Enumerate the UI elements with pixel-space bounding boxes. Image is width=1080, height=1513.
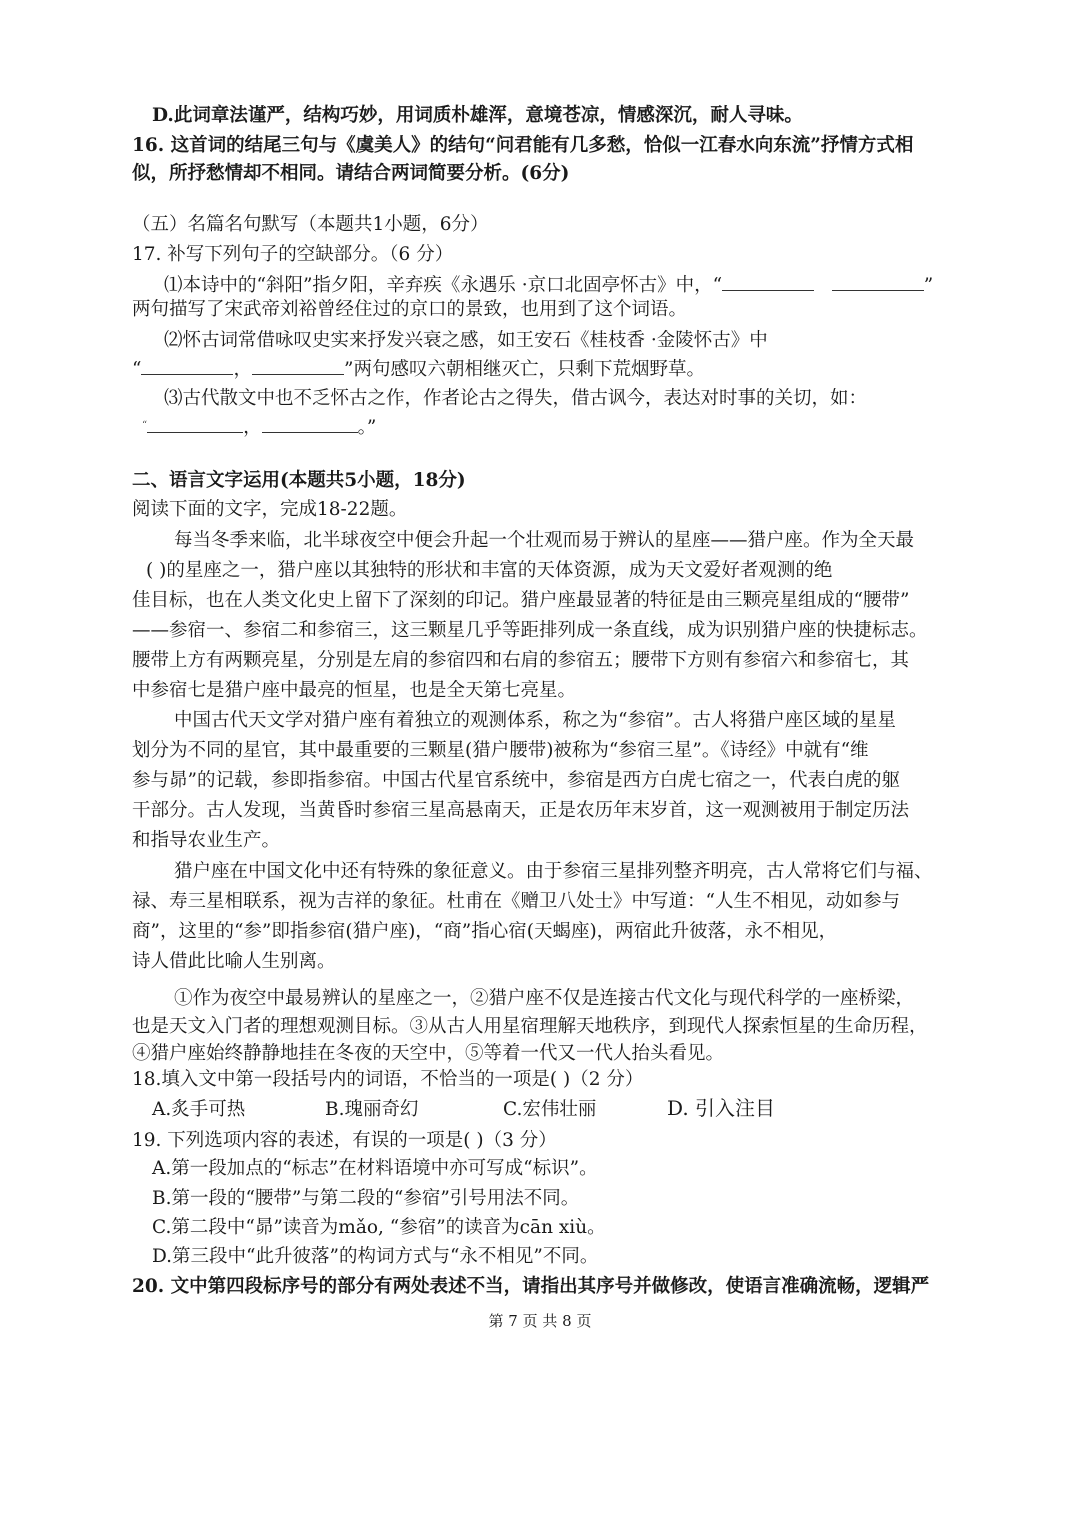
q19-option-b[interactable]: B.第一段的“腰带”与第二段的“参宿”引号用法不同。 — [152, 1188, 580, 1209]
passage-p4-line3: ④猎户座始终静静地挂在冬夜的天空中，⑤等着一代又一代人抬头看见。 — [132, 1043, 725, 1064]
section5-title: （五）名篇名句默写（本题共1小题，6分） — [132, 214, 489, 235]
passage-p4-line1: ①作为夜空中最易辨认的星座之一，②猎户座不仅是连接古代文化与现代科学的一座桥梁， — [174, 988, 915, 1009]
comma: ， — [233, 359, 252, 380]
q19-stem: 19. 下列选项内容的表述，有误的一项是( )（3 分） — [132, 1130, 557, 1151]
fill-blank[interactable] — [252, 354, 344, 375]
q19-option-c[interactable]: C.第二段中“昴”读音为mǎo, “参宿”的读音为cān xiù。 — [152, 1217, 606, 1238]
passage-p1-line1: 每当冬季来临，北半球夜空中便会升起一个壮观而易于辨认的星座——猎户座。作为全天最 — [174, 530, 915, 551]
q19-option-a[interactable]: A.第一段加点的“标志”在材料语境中亦可写成“标识”。 — [152, 1158, 598, 1179]
passage-p2-line4: 干部分。古人发现，当黄昏时参宿三星高悬南天，正是农历年末岁首，这一观测被用于制定历法 — [132, 800, 910, 821]
q18-stem: 18.填入文中第一段括号内的词语，不恰当的一项是( )（2 分） — [132, 1069, 644, 1090]
passage-p4-line2: 也是天文入门者的理想观测目标。③从古人用星宿理解天地秩序，到现代人探索恒星的生命历程， — [132, 1016, 928, 1037]
q17-s2-line1: ⑵怀古词常借咏叹史实来抒发兴衰之感，如王安石《桂枝香 ·金陵怀古》中 — [164, 330, 768, 351]
passage-p1-line4: ——参宿一、参宿二和参宿三，这三颗星几乎等距排列成一条直线，成为识别猎户座的快捷标志。 — [132, 620, 928, 641]
passage-p1-line3: 佳目标，也在人类文化史上留下了深刻的印记。猎户座最显著的特征是由三颗亮星组成的“腰带” — [132, 590, 910, 611]
fill-blank[interactable] — [262, 412, 358, 433]
fill-blank[interactable] — [722, 270, 814, 291]
section2-title: 二、语言文字运用(本题共5小题，18分) — [132, 470, 466, 491]
q17-s3-line1: ⑶古代散文中也不乏怀古之作，作者论古之得失，借古讽今，表达对时事的关切，如： — [164, 388, 868, 409]
passage-p2-line3: 参与昴”的记载，参即指参宿。中国古代星官系统中，参宿是西方白虎七宿之一，代表白虎的躯 — [132, 770, 900, 791]
q18-option-c[interactable]: C.宏伟壮丽 — [503, 1099, 597, 1120]
open-quote: “ — [142, 420, 148, 431]
passage-p1-line6: 中参宿七是猎户座中最亮的恒星，也是全天第七亮星。 — [132, 680, 577, 701]
passage-p2-line1: 中国古代天文学对猎户座有着独立的观测体系，称之为“参宿”。古人将猎户座区域的星星 — [174, 710, 896, 731]
passage-p2-line2: 划分为不同的星官，其中最重要的三颗星(猎户腰带)被称为“参宿三星”。《诗经》中就有“维 — [132, 740, 869, 761]
q16-stem-line1: 16. 这首词的结尾三句与《虞美人》的结句“问君能有几多愁，恰似一江春水向东流”抒情方式相 — [132, 135, 914, 156]
passage-p3-line4: 诗人借此比喻人生别离。 — [132, 951, 336, 972]
q16-stem-line2: 似，所抒愁情却不相同。请结合两词简要分析。(6分) — [132, 163, 570, 184]
passage-p1-line2: ( )的星座之一，猎户座以其独特的形状和丰富的天体资源，成为天文爱好者观测的绝 — [146, 560, 833, 581]
q18-option-a[interactable]: A.炙手可热 — [152, 1099, 246, 1120]
fill-blank[interactable] — [147, 412, 243, 433]
end-quote: 。” — [357, 417, 377, 438]
passage-p2-line5: 和指导农业生产。 — [132, 830, 281, 851]
comma: ， — [243, 417, 262, 438]
q17-s1-line2: 两句描写了宋武帝刘裕曾经住过的京口的景致，也用到了这个词语。 — [132, 299, 688, 320]
passage-p1-line5: 腰带上方有两颗亮星，分别是左肩的参宿四和右肩的参宿五；腰带下方则有参宿六和参宿七，其 — [132, 650, 910, 671]
q18-option-d[interactable]: D. 引入注目 — [667, 1096, 776, 1120]
q17-s1-close-quote: ” — [923, 275, 934, 296]
fill-blank[interactable] — [832, 270, 924, 291]
q17-s3-line2 — [142, 412, 376, 442]
q18-option-b[interactable]: B.瑰丽奇幻 — [325, 1099, 419, 1120]
section2-intro: 阅读下面的文字，完成18-22题。 — [132, 499, 408, 520]
q17-s1-text: ⑴本诗中的“斜阳”指夕阳，辛弃疾《永遇乐 ·京口北固亭怀古》中，“ — [164, 275, 723, 296]
passage-p3-line2: 禄、寿三星相联系，视为吉祥的象征。杜甫在《赠卫八处士》中写道：“人生不相见，动如参与 — [132, 891, 900, 912]
fill-blank[interactable] — [141, 354, 233, 375]
q19-option-d[interactable]: D.第三段中“此升彼落”的构词方式与“永不相见”不同。 — [152, 1246, 599, 1267]
passage-p3-line3: 商”，这里的“参”即指参宿(猎户座)，“商”指心宿(天蝎座)，两宿此升彼落，永不相见， — [132, 921, 838, 942]
q20-stem-line1: 20. 文中第四段标序号的部分有两处表述不当，请指出其序号并做修改，使语言准确流畅，逻辑严 — [132, 1276, 930, 1297]
open-quote: “ — [132, 359, 142, 380]
page-footer: 第 7 页 共 8 页 — [488, 1312, 592, 1330]
q17-stem: 17. 补写下列句子的空缺部分。（6 分） — [132, 244, 454, 265]
passage-p3-line1: 猎户座在中国文化中还有特殊的象征意义。由于参宿三星排列整齐明亮，古人常将它们与福、 — [174, 861, 933, 882]
q17-s2-line2 — [132, 354, 705, 384]
q15-option-d: D.此词章法谨严，结构巧妙，用词质朴雄浑，意境苍凉，情感深沉，耐人寻味。 — [152, 105, 803, 126]
q17-s2-rest: ”两句感叹六朝相继灭亡，只剩下荒烟野草。 — [343, 359, 705, 380]
